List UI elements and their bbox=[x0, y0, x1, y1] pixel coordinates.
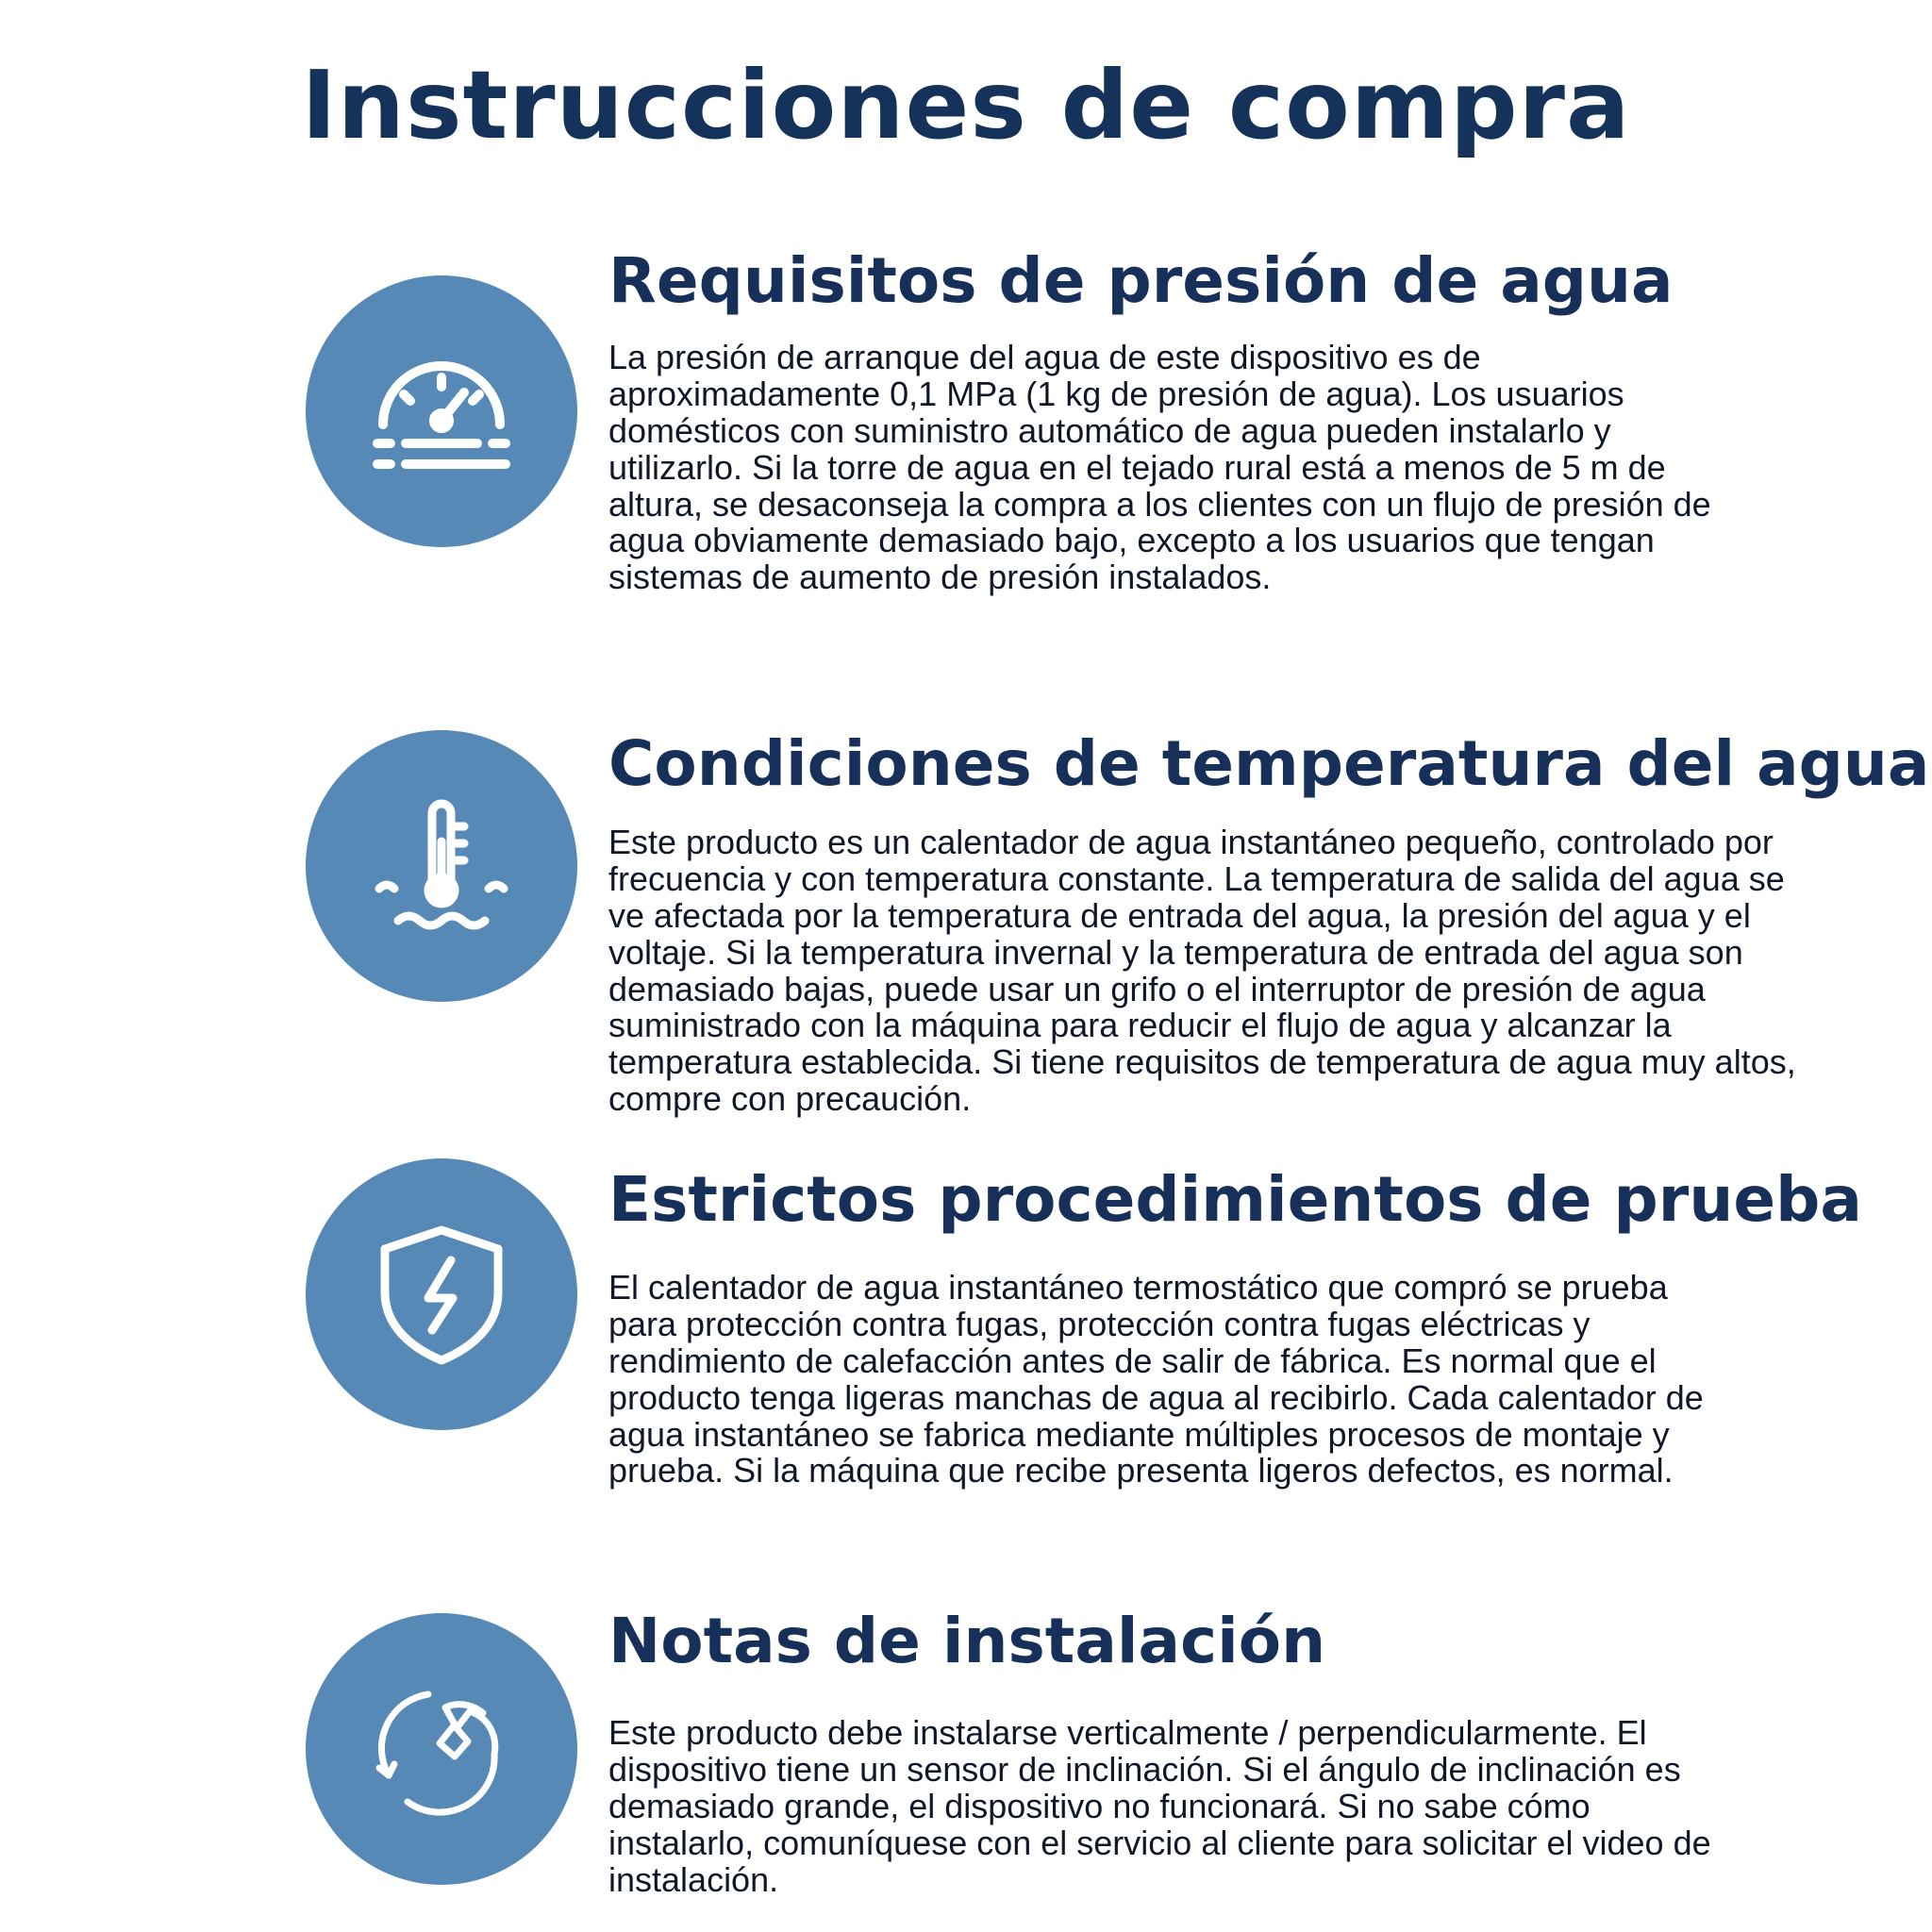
page-title: Instrucciones de compra bbox=[301, 50, 1631, 160]
wrench-icon bbox=[366, 1674, 517, 1824]
section-body-water-temperature: Este producto es un calentador de agua instantáneo pequeño, controlado por frecuencia y con temperatura constante. La temperatura de salida del agua se ve afectada por la temperatura de entrada del agua, la presión del agua y el voltaje. Si la temperatura invernal y la temperatura de entrada del agua son demasiado bajas, puede usar un grifo o el interruptor de presión de agua suministrado con la máquina para reducir el flujo de agua y alcanzar la temperatura establecida. Si tiene requisitos de temperatura de agua muy altos, compre con precaución. bbox=[608, 823, 1796, 1119]
thermometer-water-icon bbox=[366, 791, 517, 941]
section-body-installation-notes: Este producto debe instalarse verticalmente / perpendicularmente. El dispositivo tiene un sensor de inclinación. Si el ángulo de inclinación es demasiado grande, el dispositivo no funcionará. Si no sabe cómo instalarlo, comuníquese con el servicio al cliente para solicitar el video de instalación. bbox=[608, 1713, 1711, 1899]
pressure-icon-circle bbox=[306, 275, 577, 547]
section-body-water-pressure: La presión de arranque del agua de este dispositivo es de aproximadamente 0,1 MPa (1 kg de presión de agua). Los usuarios domésticos con suministro automático de agua pueden instalarlo y utilizarlo. Si la torre de agua en el tejado rural está a menos de 5 m de altura, se desaconseja la compra a los clientes con un flujo de presión de agua obviamente demasiado bajo, excepto a los usuarios que tengan sistemas de aumento de presión instalados. bbox=[608, 338, 1711, 597]
testing-icon-circle bbox=[306, 1158, 577, 1430]
section-body-testing-procedures: El calentador de agua instantáneo termostático que compró se prueba para protección contra fugas, protección contra fugas eléctricas y rendimiento de calefacción antes de salir de fábrica. Es normal que el producto tenga ligeras manchas de agua al recibirlo. Cada calentador de agua instantáneo se fabrica mediante múltiples procesos de montaje y prueba. Si la máquina que recibe presenta ligeros defectos, es normal. bbox=[608, 1268, 1704, 1491]
pressure-gauge-icon bbox=[366, 336, 517, 487]
installation-icon-circle bbox=[306, 1613, 577, 1885]
section-heading-installation-notes: Notas de instalación bbox=[608, 1605, 1326, 1677]
section-heading-water-temperature: Condiciones de temperatura del agua bbox=[608, 727, 1930, 800]
section-heading-water-pressure: Requisitos de presión de agua bbox=[608, 244, 1674, 317]
temperature-icon-circle bbox=[306, 730, 577, 1002]
shield-lightning-icon bbox=[366, 1219, 517, 1370]
section-heading-testing-procedures: Estrictos procedimientos de prueba bbox=[608, 1163, 1862, 1236]
